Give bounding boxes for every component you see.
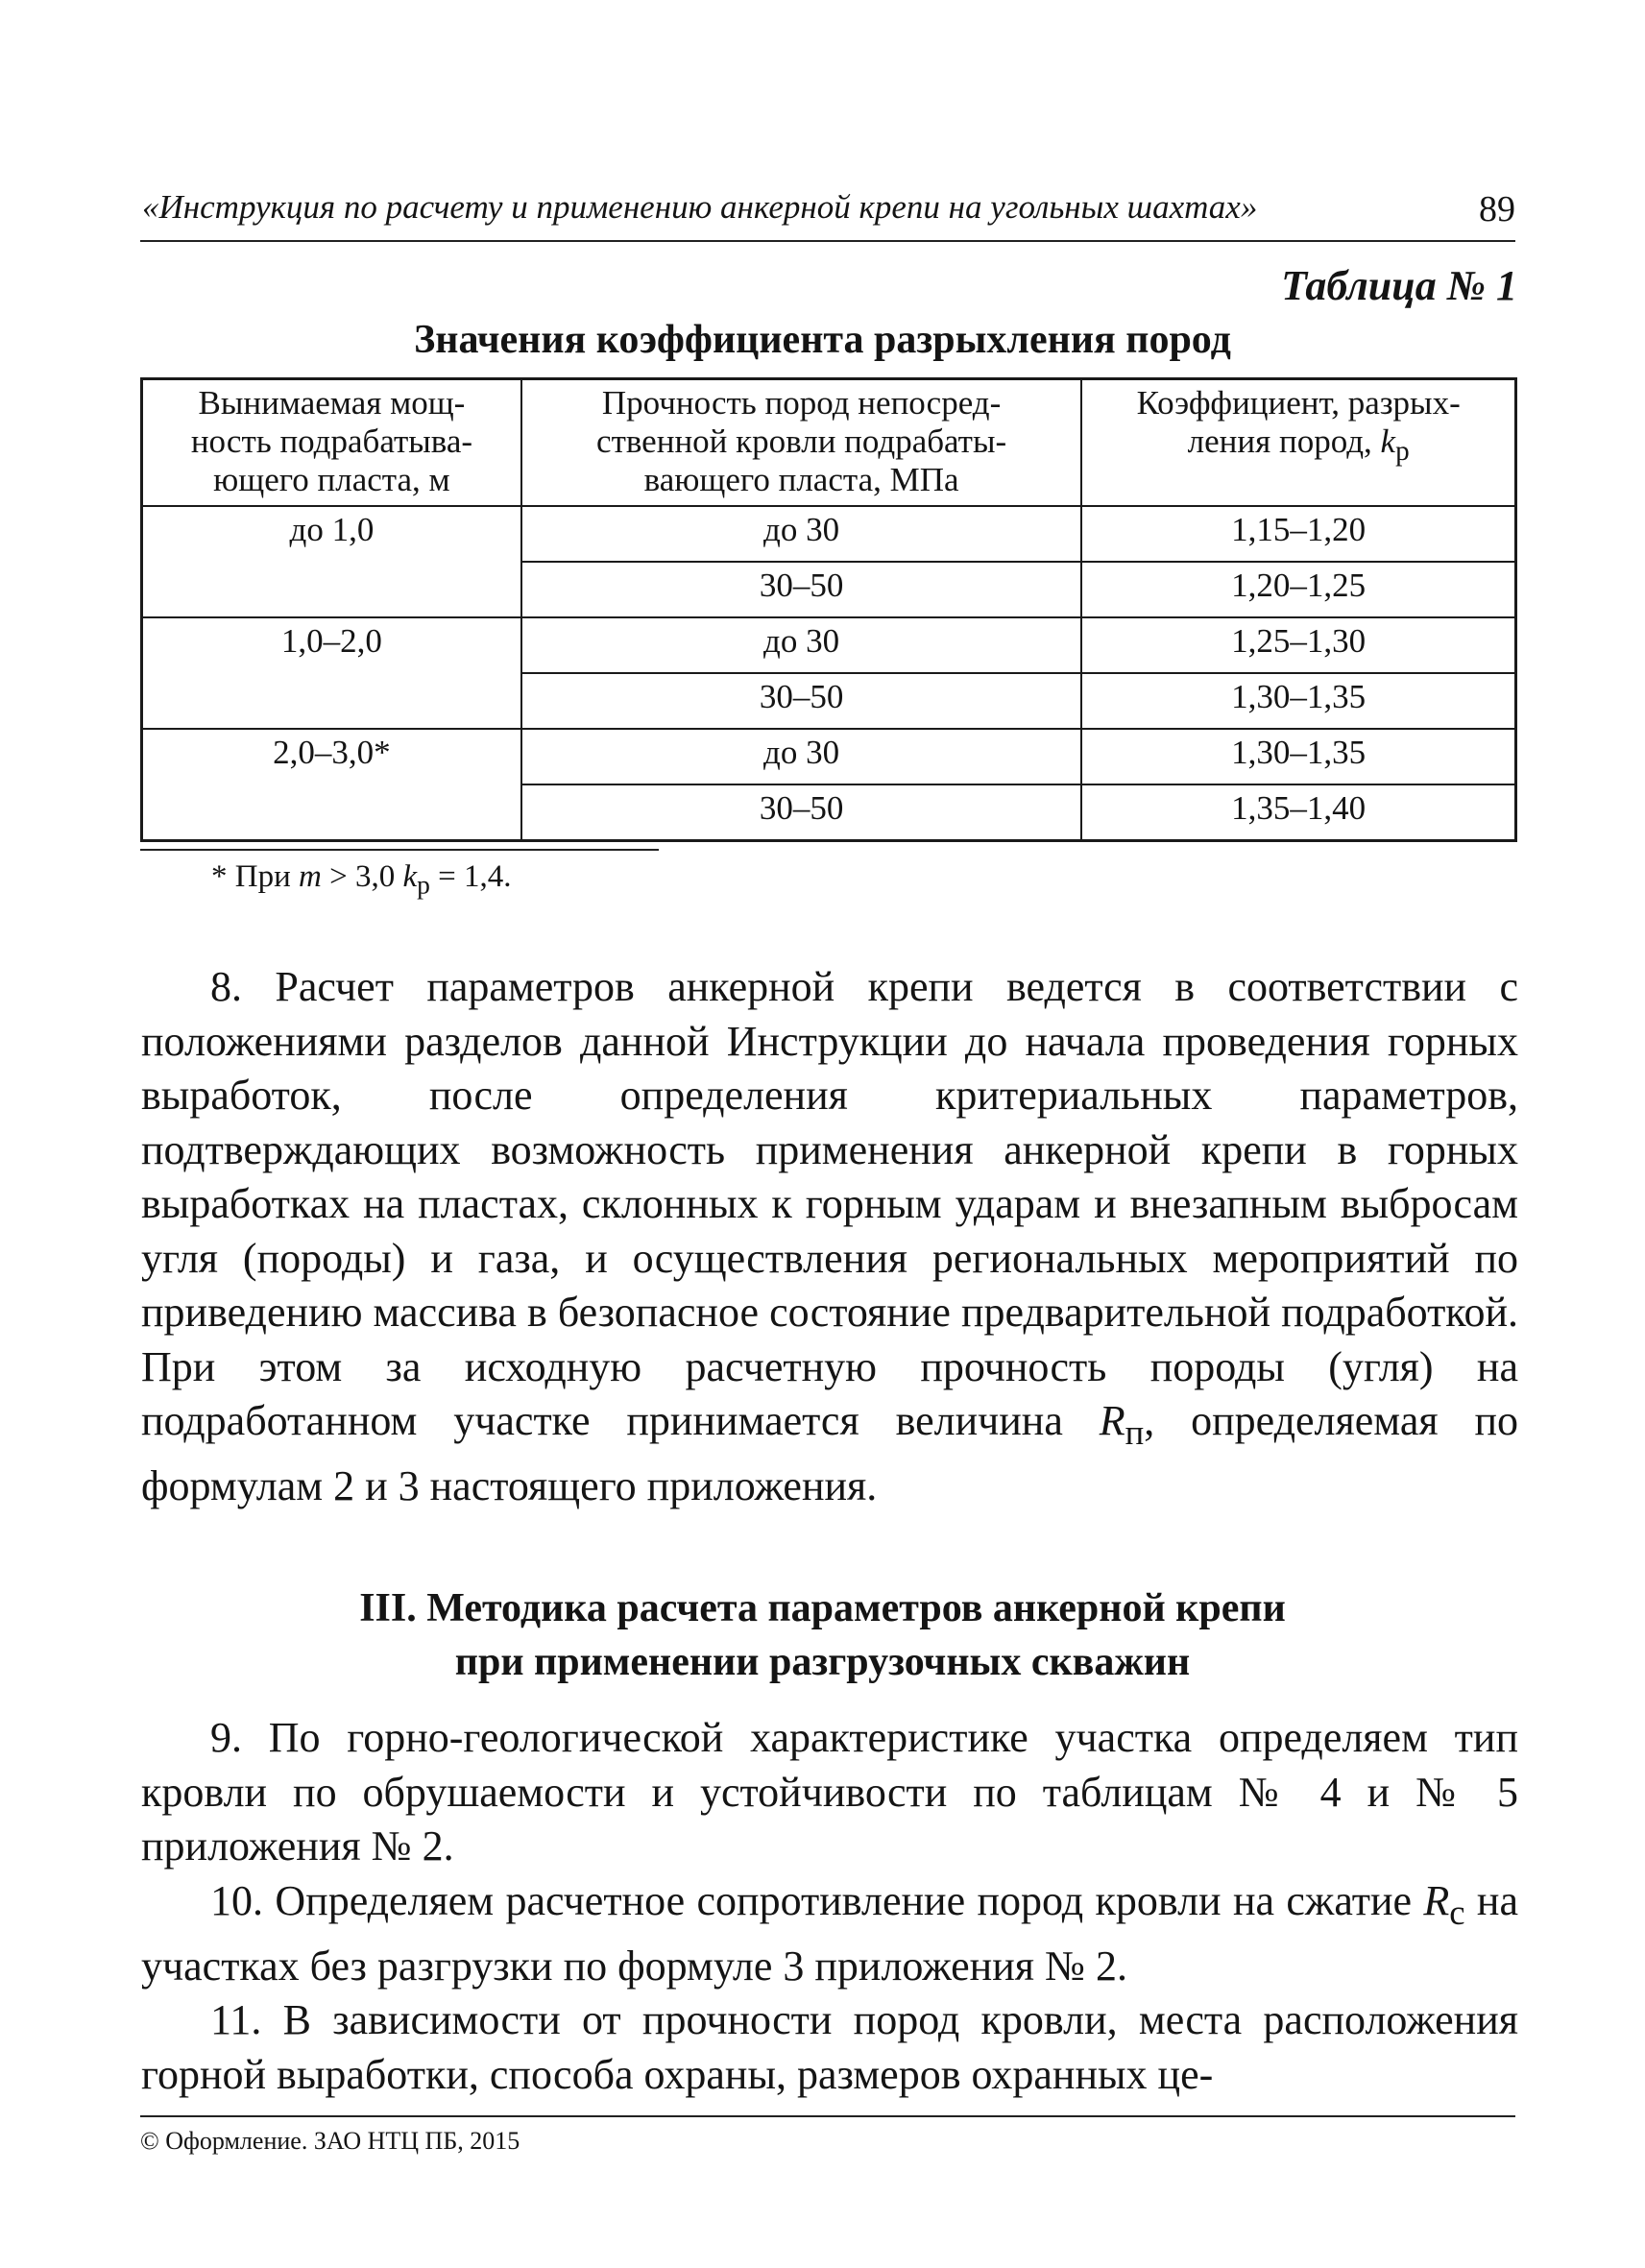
strength-cell: до 30: [521, 506, 1081, 562]
header-rule: [140, 240, 1515, 242]
footnote-rule: [140, 849, 659, 851]
paragraph-8: 8. Расчет параметров анкерной крепи ведется в соответствии с положениями разделов данной Инструкции до начала проведения горных выработок, после определения критериальных параметров, подтверждающих возможность применения анкерной крепи в горных выработках на пластах, склонных к горным ударам и внезапным выбросам угля (породы) и газа, и осуществления региональных мероприятий по приведению массива в безопасное состояние предварительной подработкой. При этом за исходную расчетную прочность породы (угля) на подработанном участке принимается величина $R_п$, определяемая по формулам 2 и 3 настоящего приложения.: [141, 963, 1519, 1510]
column-header-thickness: Вынимаемая мощ- ность подрабатыва- ющего пласта, м: [142, 379, 521, 507]
coefficient-cell: 1,25–1,30: [1081, 617, 1515, 673]
thickness-cell: 1,0–2,0: [142, 617, 521, 729]
table-row: [142, 729, 1516, 784]
section-heading: III. Методика расчета параметров анкерной крепи при применении разгрузочных скважин: [359, 1586, 1286, 1684]
footer-copyright: © Оформление. ЗАО НТЦ ПБ, 2015: [140, 2127, 520, 2155]
strength-cell: 30–50: [521, 784, 1081, 841]
paragraph-11: 11. В зависимости от прочности пород кровли, места расположения горной выработки, способа охраны, размеров охранных це-: [141, 1996, 1518, 2098]
page-number: 89: [1479, 189, 1515, 229]
paragraphs-9-11: [141, 1711, 1518, 2102]
strength-cell: до 30: [521, 729, 1081, 784]
coefficient-cell: 1,30–1,35: [1081, 729, 1515, 784]
running-title: «Инструкция по расчету и применению анкерной крепи на угольных шахтах»: [142, 188, 1258, 226]
coefficient-cell: 1,20–1,25: [1081, 562, 1515, 617]
thickness-cell: до 1,0: [142, 506, 521, 617]
table-footnote: * При m > 3,0 $k_р = 1,4$.: [211, 859, 512, 900]
strength-cell: 30–50: [521, 673, 1081, 729]
coefficient-cell: 1,30–1,35: [1081, 673, 1515, 729]
coefficient-table: [140, 377, 1517, 842]
table-title: Значения коэффициента разрыхления пород: [414, 318, 1231, 362]
column-header-coefficient: Коэффициент, разрых- ления пород, $k_р$: [1081, 379, 1515, 507]
table-label: Таблица № 1: [1281, 262, 1517, 309]
footer-rule: [140, 2115, 1515, 2117]
coefficient-cell: 1,35–1,40: [1081, 784, 1515, 841]
paragraph-10: 10. Определяем расчетное сопротивление пород кровли на сжатие $R_с$ на участках без разгрузки по формуле 3 приложения № 2.: [141, 1876, 1519, 1990]
table-header-row: [142, 379, 1516, 507]
column-header-strength: Прочность пород непосред- ственной кровли подрабаты- вающего пласта, МПа: [521, 379, 1081, 507]
table-row: [142, 617, 1516, 673]
strength-cell: 30–50: [521, 562, 1081, 617]
paragraph-9: 9. По горно-геологической характеристике участка определяем тип кровли по обрушаемости и устойчивости по таблицам № 4 и № 5 приложения № 2.: [141, 1714, 1518, 1870]
table-row: [142, 506, 1516, 562]
coefficient-cell: 1,15–1,20: [1081, 506, 1515, 562]
strength-cell: до 30: [521, 617, 1081, 673]
thickness-cell: 2,0–3,0*: [142, 729, 521, 841]
